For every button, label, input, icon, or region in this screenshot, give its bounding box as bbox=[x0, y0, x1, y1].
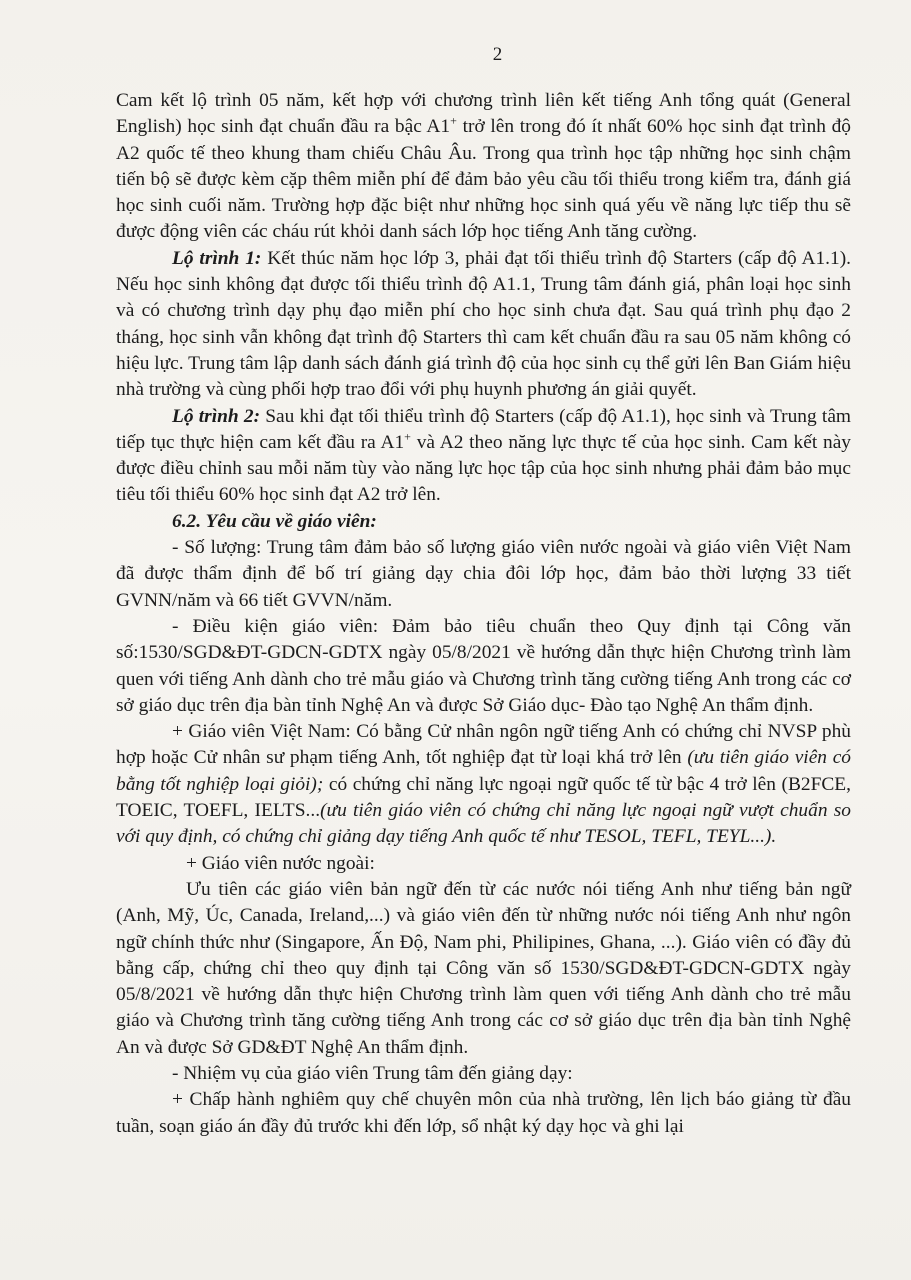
superscript-plus: + bbox=[404, 429, 411, 444]
commitment-text: Cam kết lộ trình 05 năm, kết hợp với chương trình liên kết tiếng Anh tổng quát (General English) học sinh đạt chuẩn đầu ra bậc A1 bbox=[116, 90, 851, 138]
vn-teacher-priority-note-2: (ưu tiên giáo viên có chứng chỉ năng lực ngoại ngữ vượt chuẩn so với quy định, có chứng chỉ giảng dạy tiếng Anh quốc tế như TESOL, TEFL, TEYL...). bbox=[116, 800, 851, 848]
commitment-text-rest: trở lên trong đó ít nhất 60% học sinh đạt trình độ A2 quốc tế theo khung tham chiếu Châu Âu. Trong qua trình học tập những học sinh chậm tiến bộ sẽ được kèm cặp thêm miễn phí để đảm bảo yêu cầu tối thiểu trong kiểm tra, đánh giá học sinh cuối năm. Trường hợp đặc biệt như những học sinh quá yếu về năng lực tiếp thu sẽ được động viên các cháu rút khỏi danh sách lớp học tiếng Anh tăng cường. bbox=[116, 116, 851, 243]
foreign-teacher-paragraph: Ưu tiên các giáo viên bản ngữ đến từ các nước nói tiếng Anh như tiếng bản ngữ (Anh, Mỹ, Úc, Canada, Ireland,...) và giáo viên đến từ những nước nói tiếng Anh như ngôn ngữ chính thức như (Singapore, Ấn Độ, Nam phi, Philipines, Ghana, ...). Giáo viên có đầy đủ bằng cấp, chứng chỉ theo quy định tại Công văn số 1530/SGD&ĐT-GDCN-GDTX ngày 05/8/2021 về hướng dẫn thực hiện Chương trình làm quen với tiếng Anh dành cho trẻ mẫu giáo và Chương trình tăng cường tiếng Anh trong các cơ sở giáo dục trên địa bàn tỉnh Nghệ An và được Sở GD&ĐT Nghệ An thẩm định. bbox=[116, 878, 851, 1058]
conditions-paragraph: - Điều kiện giáo viên: Đảm bảo tiêu chuẩn theo Quy định tại Công văn số:1530/SGD&ĐT-GDCN-GDTX ngày 05/8/2021 về hướng dẫn thực hiện Chương trình làm quen với tiếng Anh dành cho trẻ mẫu giáo và Chương trình tăng cường tiếng Anh trong các cơ sở giáo dục trên địa bàn tỉnh Nghệ An và được Sở Giáo dục- Đào tạo Nghệ An thẩm định. bbox=[116, 615, 851, 716]
page-number: 2 bbox=[492, 44, 503, 65]
route-1-text: Kết thúc năm học lớp 3, phải đạt tối thiểu trình độ Starters (cấp độ A1.1). Nếu học sinh không đạt được tối thiểu trình độ A1.1, Trung tâm đánh giá, phân loại học sinh và có chương trình dạy phụ đạo miễn phí cho học sinh chưa đạt. Sau quá trình phụ đạo 2 tháng, học sinh vẫn không đạt trình độ Starters thì cam kết chuẩn đầu ra sau 05 năm không có hiệu lực. Trung tâm lập danh sách đánh giá trình độ của học sinh cụ thể gửi lên Ban Giám hiệu nhà trường và cùng phối hợp trao đổi với phụ huynh phương án giải quyết. bbox=[116, 247, 851, 401]
route-2-text: Sau khi đạt tối thiểu trình độ Starters (cấp độ A1.1), học sinh và Trung tâm tiếp tục thực hiện cam kết đầu ra A1 bbox=[116, 405, 852, 453]
section-heading: 6.2. Yêu cầu về giáo viên: bbox=[172, 510, 377, 532]
commitment-paragraph bbox=[116, 88, 851, 246]
route-1-label: Lộ trình 1: bbox=[172, 247, 262, 269]
vn-teacher-text: + Giáo viên Việt Nam: Có bằng Cử nhân ngôn ngữ tiếng Anh có chứng chỉ NVSP phù hợp hoặc Cử nhân sư phạm tiếng Anh, tốt nghiệp đạt từ loại khá trở lên bbox=[116, 721, 851, 769]
duties-paragraph: + Chấp hành nghiêm quy chế chuyên môn của nhà trường, lên lịch báo giảng từ đầu tuần, soạn giáo án đầy đủ trước khi đến lớp, sổ nhật ký dạy học và ghi lại bbox=[116, 1089, 851, 1137]
route-2-label: Lộ trình 2: bbox=[172, 405, 261, 427]
route-1-paragraph bbox=[116, 246, 851, 404]
foreign-teacher-label: + Giáo viên nước ngoài: bbox=[186, 852, 375, 874]
vn-teacher-priority-note: (ưu tiên giáo viên có bằng tốt nghiệp loại giỏi); bbox=[116, 747, 851, 795]
superscript-plus: + bbox=[450, 113, 457, 128]
vn-teacher-paragraph bbox=[116, 719, 851, 850]
vn-teacher-certificates: có chứng chỉ năng lực ngoại ngữ quốc tế từ bậc 4 trở lên (B2FCE, TOEIC, TOEFL, IELTS... bbox=[116, 773, 851, 822]
route-2-paragraph bbox=[116, 404, 851, 509]
route-2-text-rest: và A2 theo năng lực thực tế của học sinh. Cam kết này được điều chỉnh sau mỗi năm tùy vào năng lực học tập của học sinh nhưng phải đảm bảo mục tiêu tối thiểu 60% học sinh đạt A2 trở lên. bbox=[116, 431, 851, 506]
duties-label: - Nhiệm vụ của giáo viên Trung tâm đến giảng dạy: bbox=[172, 1062, 573, 1084]
quantity-paragraph: - Số lượng: Trung tâm đảm bảo số lượng giáo viên nước ngoài và giáo viên Việt Nam đã được thẩm định để bố trí giảng dạy chia đôi lớp học, đảm bảo thời lượng 33 tiết GVNN/năm và 66 tiết GVVN/năm. bbox=[116, 537, 851, 611]
document-body bbox=[116, 88, 851, 1140]
